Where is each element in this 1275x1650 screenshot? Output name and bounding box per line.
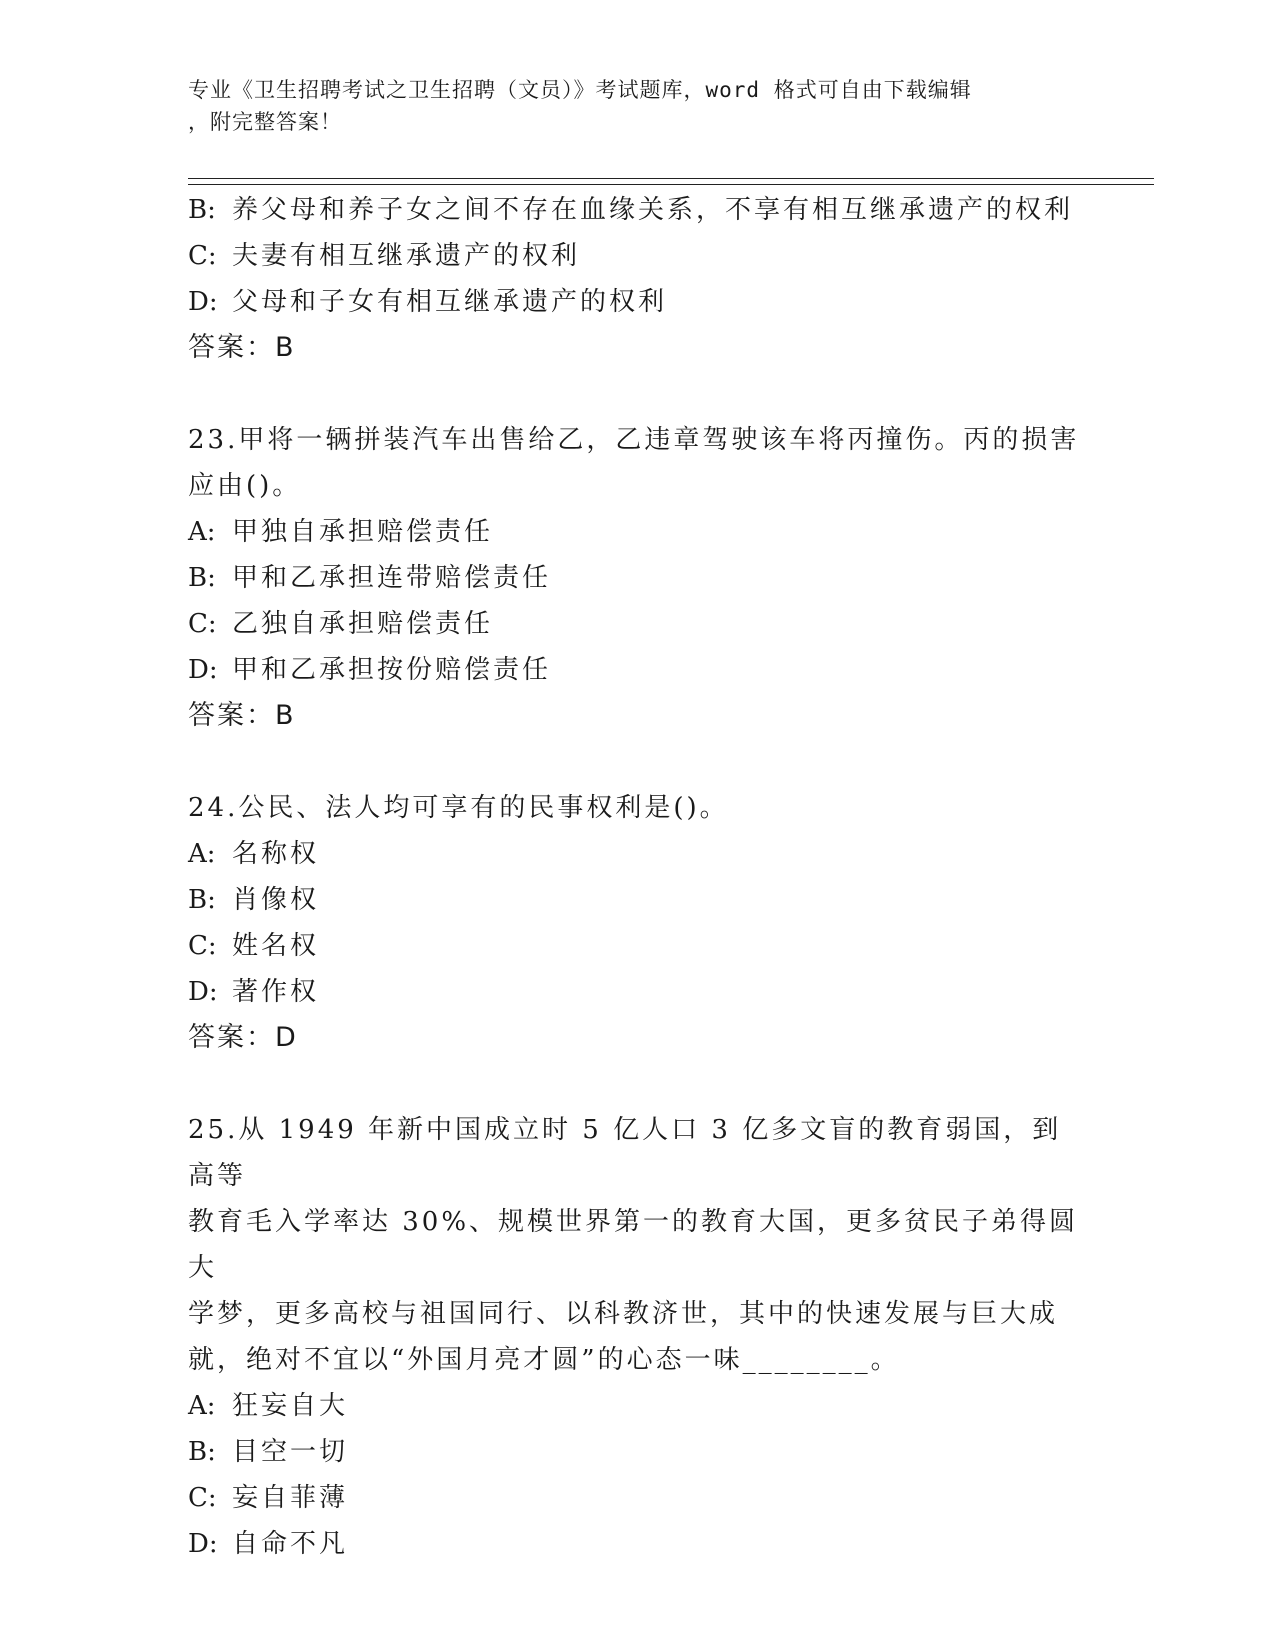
answer-line: 答案：B (188, 332, 296, 363)
option-label: D: (188, 287, 218, 317)
option-d (188, 969, 1088, 1015)
question-text-line: 25.从 1949 年新中国成立时 5 亿人口 3 亿多文盲的教育弱国，到高等 (188, 1115, 1062, 1191)
option-text: 乙独自承担赔偿责任 (232, 609, 494, 639)
option-text: 名称权 (232, 839, 320, 869)
option-text: 肖像权 (232, 885, 320, 915)
option-label: D: (188, 1529, 218, 1559)
question-text-line: 学梦，更多高校与祖国同行、以科教济世，其中的快速发展与巨大成 (188, 1299, 1059, 1329)
option-text: 姓名权 (232, 931, 320, 961)
question-text-line: 教育毛入学率达 30%、规模世界第一的教育大国，更多贫民子弟得圆大 (188, 1207, 1079, 1283)
document-header (188, 74, 1068, 138)
answer-line: 答案：B (188, 700, 296, 731)
question-content (188, 187, 1088, 1567)
option-text: 甲独自承担赔偿责任 (232, 517, 494, 547)
answer-line: 答案：D (188, 1022, 298, 1053)
header-line-2: ，附完整答案！ (188, 110, 342, 134)
option-c (188, 1475, 1088, 1521)
option-b (188, 555, 1088, 601)
option-text: 父母和子女有相互继承遗产的权利 (232, 287, 668, 317)
option-a (188, 509, 1088, 555)
option-b (188, 877, 1088, 923)
question-23 (188, 417, 1088, 739)
option-label: D: (188, 977, 218, 1007)
option-c (188, 923, 1088, 969)
option-b (188, 187, 1088, 233)
option-c (188, 601, 1088, 647)
option-a (188, 831, 1088, 877)
option-c (188, 233, 1088, 279)
option-text: 狂妄自大 (232, 1391, 349, 1421)
option-label: B: (188, 563, 216, 593)
question-text-line: 23.甲将一辆拼装汽车出售给乙，乙违章驾驶该车将丙撞伤。丙的损害 (188, 425, 1080, 455)
option-text: 甲和乙承担连带赔偿责任 (232, 563, 552, 593)
option-label: C: (188, 931, 217, 961)
option-label: B: (188, 195, 216, 225)
question-text-line: 就，绝对不宜以“外国月亮才圆”的心态一味________。 (188, 1345, 900, 1375)
option-label: C: (188, 609, 217, 639)
question-25 (188, 1107, 1088, 1567)
option-text: 夫妻有相互继承遗产的权利 (232, 241, 581, 271)
option-label: A: (188, 1391, 216, 1421)
header-divider-bottom (188, 184, 1154, 185)
option-label: B: (188, 885, 216, 915)
question-text-line: 应由()。 (188, 471, 302, 501)
option-d (188, 647, 1088, 693)
question-24 (188, 785, 1088, 1061)
option-label: A: (188, 517, 216, 547)
option-d (188, 1521, 1088, 1567)
option-d (188, 279, 1088, 325)
option-text: 著作权 (232, 977, 320, 1007)
option-label: A: (188, 839, 216, 869)
option-label: C: (188, 1483, 217, 1513)
header-line-1: 专业《卫生招聘考试之卫生招聘（文员）》考试题库，word 格式可自由下载编辑 (188, 78, 972, 102)
header-divider-top (188, 178, 1154, 179)
option-text: 妄自菲薄 (232, 1483, 349, 1513)
option-text: 目空一切 (232, 1437, 349, 1467)
prev-question (188, 187, 1088, 371)
option-label: D: (188, 655, 218, 685)
option-a (188, 1383, 1088, 1429)
option-label: C: (188, 241, 217, 271)
option-text: 自命不凡 (232, 1529, 349, 1559)
option-text: 甲和乙承担按份赔偿责任 (232, 655, 552, 685)
option-text: 养父母和养子女之间不存在血缘关系，不享有相互继承遗产的权利 (232, 195, 1074, 225)
option-b (188, 1429, 1088, 1475)
option-label: B: (188, 1437, 216, 1467)
question-text-line: 24.公民、法人均可享有的民事权利是()。 (188, 793, 729, 823)
